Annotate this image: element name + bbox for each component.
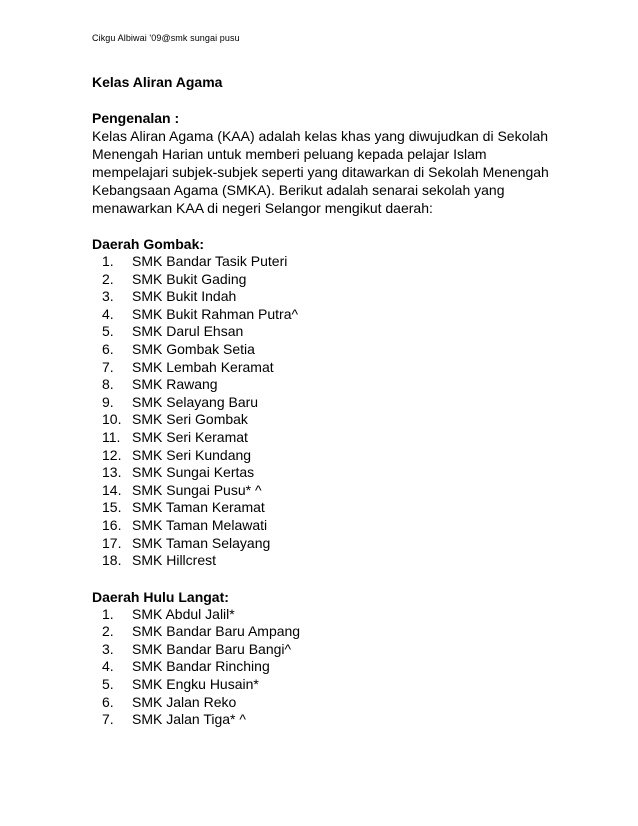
list-number: 11. [102, 428, 121, 445]
school-list [92, 606, 552, 729]
list-item [92, 517, 552, 535]
list-item [92, 623, 552, 641]
document-title: Kelas Aliran Agama [92, 74, 223, 90]
school-name: SMK Rawang [132, 376, 218, 393]
school-name: SMK Bukit Rahman Putra^ [132, 305, 299, 322]
school-name: SMK Selayang Baru [132, 393, 259, 410]
list-item [92, 411, 552, 429]
list-number: 6. [102, 340, 114, 357]
intro-line: Kelas Aliran Agama (KAA) adalah kelas khas yang diwujudkan di Sekolah [92, 128, 549, 144]
list-number: 7. [102, 711, 114, 728]
list-item [92, 376, 552, 394]
school-name: SMK Bandar Baru Bangi^ [132, 640, 292, 657]
list-number: 12. [102, 446, 122, 463]
list-item [92, 306, 552, 324]
school-name: SMK Seri Keramat [132, 428, 248, 445]
school-name: SMK Taman Melawati [132, 516, 268, 533]
list-number: 2. [102, 270, 114, 287]
list-item [92, 641, 552, 659]
list-item [92, 447, 552, 465]
school-list [92, 253, 552, 570]
list-number: 16. [102, 516, 122, 533]
list-item [92, 323, 552, 341]
district-heading: Daerah Gombak: [92, 236, 205, 252]
intro-line: menawarkan KAA di negeri Selangor mengikut daerah: [92, 200, 433, 216]
list-number: 6. [102, 693, 114, 710]
school-name: SMK Lembah Keramat [132, 358, 274, 375]
school-name: SMK Sungai Pusu* ^ [132, 481, 262, 498]
list-item [92, 341, 552, 359]
list-number: 14. [102, 481, 122, 498]
school-name: SMK Taman Selayang [132, 534, 271, 551]
list-number: 7. [102, 358, 114, 375]
list-item [92, 482, 552, 500]
school-name: SMK Seri Kundang [132, 446, 252, 463]
list-item [92, 429, 552, 447]
district-hulu-langat [92, 588, 552, 729]
list-number: 5. [102, 676, 114, 693]
school-name: SMK Bukit Gading [132, 270, 247, 287]
intro-heading: Pengenalan : [92, 110, 180, 126]
school-name: SMK Abdul Jalil* [132, 605, 235, 622]
school-name: SMK Taman Keramat [132, 499, 265, 516]
list-item [92, 359, 552, 377]
list-number: 18. [102, 552, 122, 569]
school-name: SMK Engku Husain* [132, 676, 259, 693]
school-name: SMK Bukit Indah [132, 288, 237, 305]
list-item [92, 606, 552, 624]
school-name: SMK Jalan Reko [132, 693, 237, 710]
document-body [92, 73, 552, 747]
school-name: SMK Seri Gombak [132, 411, 248, 428]
list-item [92, 676, 552, 694]
list-number: 15. [102, 499, 122, 516]
intro-line: Kebangsaan Agama (SMKA). Berikut adalah senarai sekolah yang [92, 182, 505, 198]
list-number: 4. [102, 305, 114, 322]
district-heading: Daerah Hulu Langat: [92, 588, 229, 605]
list-item [92, 694, 552, 712]
list-number: 1. [102, 253, 114, 269]
list-item [92, 464, 552, 482]
school-name: SMK Bandar Rinching [132, 658, 270, 675]
school-name: SMK Darul Ehsan [132, 323, 244, 340]
list-number: 17. [102, 534, 122, 551]
school-name: SMK Bandar Tasik Puteri [132, 253, 288, 269]
list-item [92, 394, 552, 412]
list-number: 2. [102, 623, 114, 640]
list-number: 1. [102, 605, 114, 622]
school-name: SMK Gombak Setia [132, 340, 255, 357]
list-number: 8. [102, 376, 114, 393]
list-number: 3. [102, 640, 114, 657]
list-item [92, 288, 552, 306]
school-name: SMK Bandar Baru Ampang [132, 623, 301, 640]
list-item [92, 658, 552, 676]
list-item [92, 253, 552, 271]
intro-line: mempelajari subjek-subjek seperti yang ditawarkan di Sekolah Menengah [92, 164, 549, 180]
list-item [92, 552, 552, 570]
page-header: Cikgu Albiwai '09@smk sungai pusu [92, 33, 240, 43]
district-gombak [92, 235, 552, 570]
school-name: SMK Hillcrest [132, 552, 217, 569]
list-number: 9. [102, 393, 114, 410]
list-item [92, 535, 552, 553]
list-item [92, 271, 552, 289]
school-name: SMK Jalan Tiga* ^ [132, 711, 246, 728]
school-name: SMK Sungai Kertas [132, 464, 255, 481]
intro-paragraph [92, 127, 552, 217]
list-number: 3. [102, 288, 114, 305]
list-number: 5. [102, 323, 114, 340]
list-item [92, 711, 552, 729]
list-number: 4. [102, 658, 114, 675]
list-item [92, 499, 552, 517]
intro-line: Menengah Harian untuk memberi peluang kepada pelajar Islam [92, 146, 487, 162]
list-number: 10. [102, 411, 122, 428]
list-number: 13. [102, 464, 122, 481]
